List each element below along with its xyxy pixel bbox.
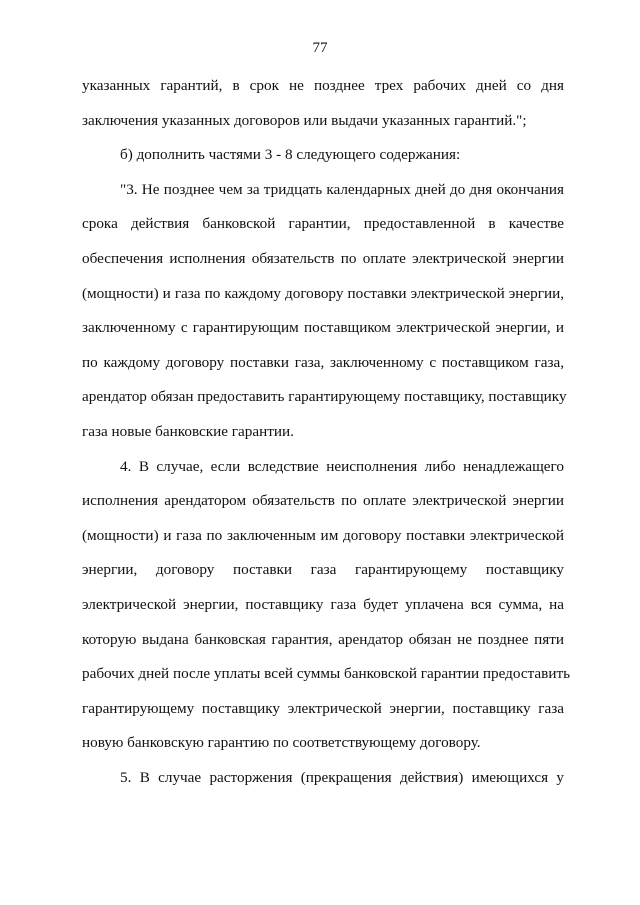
text-line: обеспечения исполнения обязательств по оплате электрической энергии: [82, 249, 564, 267]
text-line: по каждому договору поставки газа, заключенному с поставщиком газа,: [82, 353, 564, 371]
text-line: (мощности) и газа по каждому договору поставки электрической энергии,: [82, 284, 564, 302]
document-body: [82, 76, 571, 802]
text-line: которую выдана банковская гарантия, арендатор обязан не позднее пяти: [82, 630, 564, 648]
text-line: рабочих дней после уплаты всей суммы банковской гарантии предоставить: [82, 665, 571, 683]
text-line: указанных гарантий, в срок не позднее трех рабочих дней со дня: [82, 77, 564, 94]
text-line: энергии, договору поставки газа гарантирующему поставщику: [82, 561, 564, 579]
text-line: гарантирующему поставщику электрической энергии, поставщику газа: [82, 699, 564, 717]
text-line: электрической энергии, поставщику газа будет уплачена вся сумма, на: [82, 595, 564, 613]
text-line: заключения указанных договоров или выдачи указанных гарантий.";: [82, 111, 527, 129]
text-line: 5. В случае расторжения (прекращения действия) имеющихся у: [120, 768, 564, 786]
text-line: арендатор обязан предоставить гарантирующему поставщику, поставщику: [82, 388, 567, 406]
text-line: заключенному с гарантирующим поставщиком электрической энергии, и: [82, 319, 564, 337]
text-line: срока действия банковской гарантии, предоставленной в качестве: [82, 215, 564, 233]
text-line: исполнения арендатором обязательств по оплате электрической энергии: [82, 492, 564, 510]
text-line: (мощности) и газа по заключенным им договору поставки электрической: [82, 526, 564, 544]
text-line: б) дополнить частями 3 - 8 следующего содержания:: [120, 146, 461, 164]
page-number: 77: [312, 40, 328, 56]
text-line: газа новые банковские гарантии.: [82, 422, 294, 440]
text-line: 4. В случае, если вследствие неисполнения либо ненадлежащего: [120, 457, 564, 475]
text-line: новую банковскую гарантию по соответствующему договору.: [82, 734, 481, 752]
text-line: "3. Не позднее чем за тридцать календарных дней до дня окончания: [120, 180, 564, 198]
